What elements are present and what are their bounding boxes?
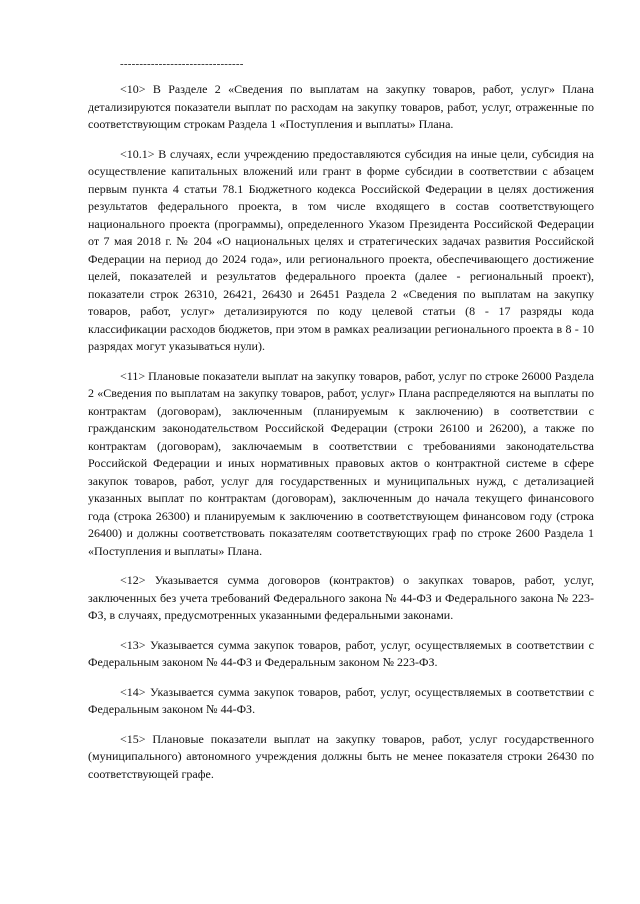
footnote-10-1: <10.1> В случаях, если учреждению предоставляются субсидия на иные цели, субсидия на осуществление капитальных вложений или грант в форме субсидии в соответствии с абзацем первым пункта 4 статьи 78.1 Бюджетного кодекса Российской Федерации в целях достижения результатов федерального проекта, в том числе входящего в состав соответствующего национального проекта (программы), определенного Указом Президента Российской Федерации от 7 мая 2018 г. № 204 «О национальных целях и стратегических задачах развития Российской Федерации на период до 2024 года», или регионального проекта, обеспечивающего достижение целей, показателей и результатов федерального проекта (далее - региональный проект), показатели строк 26310, 26421, 26430 и 26451 Раздела 2 «Сведения по выплатам на закупку товаров, работ, услуг» детализируются по коду целевой статьи (8 - 17 разряды кода классификации расходов бюджетов, при этом в рамках реализации регионального проекта в 8 - 10 разрядах могут указываться нули). xyxy=(88,146,594,353)
footnote-10: <10> В Разделе 2 «Сведения по выплатам на закупку товаров, работ, услуг» Плана детализируются показатели выплат по расходам на закупку товаров, работ, услуг, отраженные по соответствующим строкам Раздела 1 «Поступления и выплаты» Плана. xyxy=(88,82,594,131)
footnote-separator: -------------------------------- xyxy=(120,58,244,70)
footnote-14: <14> Указывается сумма закупок товаров, работ, услуг, осуществляемых в соответствии с Федеральным законом № 44-ФЗ. xyxy=(88,684,594,716)
footnote-15: <15> Плановые показатели выплат на закупку товаров, работ, услуг государственного (муниципального) автономного учреждения должны быть не менее показателя строки 26430 по соответствующей графе. xyxy=(88,731,594,781)
footnote-13: <13> Указывается сумма закупок товаров, работ, услуг, осуществляемых в соответствии с Федеральным законом № 44-ФЗ и Федеральным законом № 223-ФЗ. xyxy=(88,637,594,669)
footnote-12: <12> Указывается сумма договоров (контрактов) о закупках товаров, работ, услуг, заключенных без учета требований Федерального закона № 44-ФЗ и Федерального закона № 223-ФЗ, в случаях, предусмотренных указанными федеральными законами. xyxy=(88,573,594,622)
footnote-11: <11> Плановые показатели выплат на закупку товаров, работ, услуг по строке 26000 Раздела 2 «Сведения по выплатам на закупку товаров, работ, услуг» Плана распределяются на выплаты по контрактам (договорам), заключенным (планируемым к заключению) в соответствии с гражданским законодательством Российской Федерации (строки 26100 и 26200), а также по контрактам (договорам), заключаемым в соответствии с требованиями законодательства Российской Федерации и иных нормативных правовых актов о контрактной системе в сфере закупок товаров, работ, услуг для государственных и муниципальных нужд, с детализацией указанных выплат по контрактам (договорам), заключенным до начала текущего финансового года (строка 26300) и планируемым к заключению в соответствующем финансовом году (строка 26400) и должны соответствовать показателям соответствующих граф по строке 2600 Раздела 1 «Поступления и выплаты» Плана. xyxy=(88,368,594,558)
